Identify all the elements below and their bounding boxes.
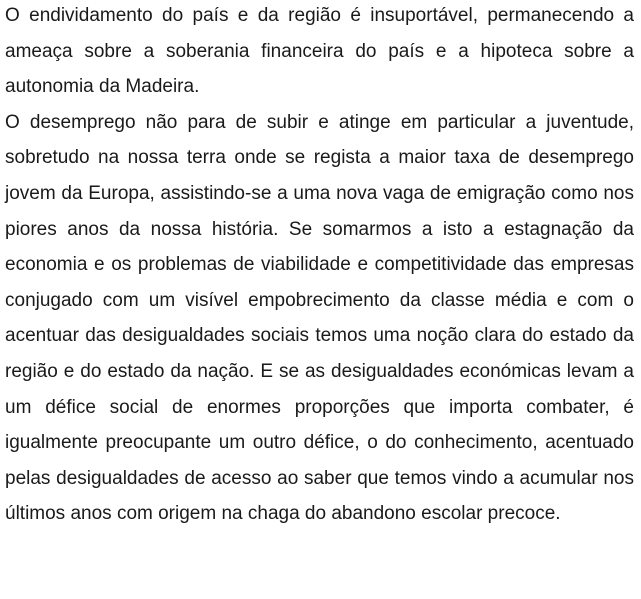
paragraph-unemployment: O desemprego não para de subir e atinge em particular a juventude, sobretudo na nossa terra onde se regista a maior taxa de desemprego jovem da Europa, assistindo-se a uma nova vaga de emigração como nos piores anos da nossa história. Se somarmos a isto a estagnação da economia e os problemas de viabilidade e competitividade das empresas conjugado com um visível empobrecimento da classe média e com o acentuar das desigualdades sociais temos uma noção clara do estado da região e do estado da nação. E se as desigualdades económicas levam a um défice social de enormes proporções que importa combater, é igualmente preocupante um outro défice, o do conhecimento, acentuado pelas desigualdades de acesso ao saber que temos vindo a acumular nos últimos anos com origem na chaga do abandono escolar precoce. bbox=[5, 111, 634, 525]
paragraph-debt: O endividamento do país e da região é insuportável, permanecendo a ameaça sobre a soberania financeira do país e a hipoteca sobre a autonomia da Madeira. bbox=[5, 5, 634, 98]
